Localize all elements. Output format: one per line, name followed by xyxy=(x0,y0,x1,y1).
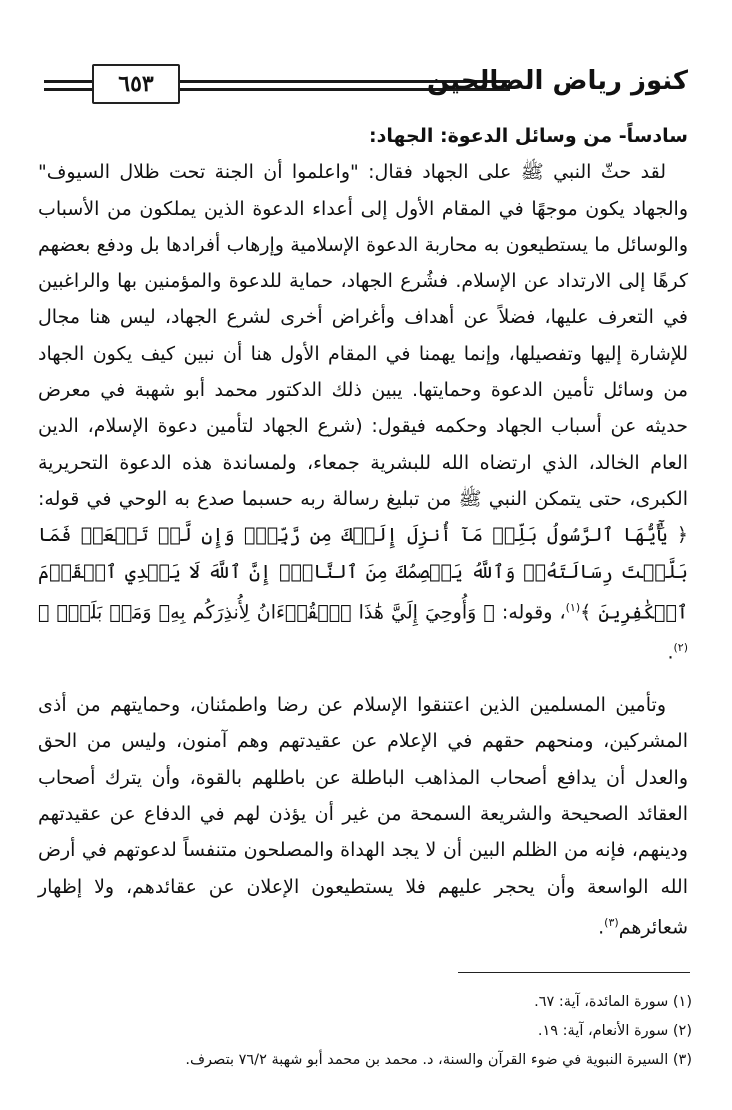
paragraph-1-text: لقد حثّ النبي ﷺ على الجهاد فقال: "واعلموا أن الجنة تحت ظلال السيوف" والجهاد يكون موجهًا في المقام الأول إلى أعداء الدعوة الذين يملكون من الأسباب والوسائل ما يستطيعون به محاربة الدعوة الإسلامية وإرهاب أفرادها بل ودفع بعضهم كرهًا إلى الارتداد عن الإسلام. فشُرع الجهاد، حماية للدعوة والمؤمنين بها والراغبين في التعرف عليها، فضلاً عن أهداف وأغراض أخرى لشرع الجهاد، ليس هنا مجال للإشارة إليها وتفصيلها، وإنما يهمنا في المقام الأول هنا أن نبين كيف يكون الجهاد من وسائل تأمين الدعوة وحمايتها. يبين ذلك الدكتور محمد أبو شهبة في معرض حديثه عن أسباب الجهاد وحكمه فيقول: (شرع الجهاد لتأمين دعوة الإسلام، الدين العام الخالد، الذي ارتضاه الله للبشرية جمعاء، ولمساندة هذه الدعوة التحريرية الكبرى، حتى يتمكن النبي ﷺ من تبليغ رسالة ربه حسبما صدع به الوحي في قوله: xyxy=(38,161,688,510)
footnote-ref-1: (١) xyxy=(565,600,581,614)
footnotes xyxy=(40,988,692,1075)
page-header xyxy=(0,0,732,125)
paragraph-2-text: وتأمين المسلمين الذين اعتنقوا الإسلام عن رضا واطمئنان، وحمايتهم من أذى المشركين، ومنحهم حقهم في الإعلام عن عقيدتهم وهم آمنون، وليس من الحق والعدل أن يدافع أصحاب المذاهب الباطلة عن باطلهم بالقوة، وأن يترك أصحاب العقائد الصحيحة والشريعة السمحة من غير أن يؤذن لهم في الدفاع عن عقيدتهم ودينهم، فإنه من الظلم البين أن لا يجد الهداة والمصلحون متنفساً لدعوتهم في أرض الله الواسعة وأن يحجر عليهم فلا يستطيعون الإعلان عن عقائدهم، ولا إظهار شعائرهم xyxy=(38,694,688,939)
footnote-separator xyxy=(458,972,690,973)
page-number: ٦٥٣ xyxy=(92,64,180,104)
quran-verse-1: ﴿ يَٰٓأَيُّهَا ٱلرَّسُولُ بَلِّغۡ مَآ أُنزِلَ إِلَيۡكَ مِن رَّبِّكَۖ وَإِن لَّمۡ تَفۡعَلۡ فَمَا بَلَّغۡتَ رِسَالَتَهُۥۚ وَٱللَّهُ يَعۡصِمُكَ مِنَ ٱلنَّاسِۗ إِنَّ ٱللَّهَ لَا يَهۡدِي ٱلۡقَوۡمَ ٱلۡكَٰفِرِينَ ﴾ xyxy=(38,524,688,624)
paragraph-2-end: . xyxy=(598,916,605,939)
footnote-2: (٢) سورة الأنعام، آية: ١٩. xyxy=(537,1023,692,1039)
main-text xyxy=(38,118,688,946)
footnote-ref-3: (٣) xyxy=(604,915,619,929)
paragraph-2 xyxy=(38,687,688,945)
footnote-3: (٣) السيرة النبوية في ضوء القرآن والسنة، د. محمد بن محمد أبو شهبة ٧٦/٢ بتصرف. xyxy=(185,1052,692,1068)
paragraph-1-end: . xyxy=(667,641,674,664)
connector-text: ، وقوله: xyxy=(501,601,566,624)
footnote-ref-2: (٢) xyxy=(673,641,688,655)
section-heading: سادساً- من وسائل الدعوة: الجهاد: xyxy=(368,125,688,147)
quran-verse-2: ﴿ وَأُوحِيَ إِلَيَّ هَٰذَا ٱلۡقُرۡءَانُ لِأُنذِرَكُم بِهِۦ وَمَنۢ بَلَغَۚ ﴾ xyxy=(38,601,495,624)
running-title: كنوز رياض الصالحين xyxy=(426,66,688,96)
footnote-1: (١) سورة المائدة، آية: ٦٧. xyxy=(534,994,692,1010)
paragraph-1 xyxy=(38,154,688,671)
header-rule-left-top xyxy=(44,80,92,83)
header-rule-left-bottom xyxy=(44,88,92,91)
